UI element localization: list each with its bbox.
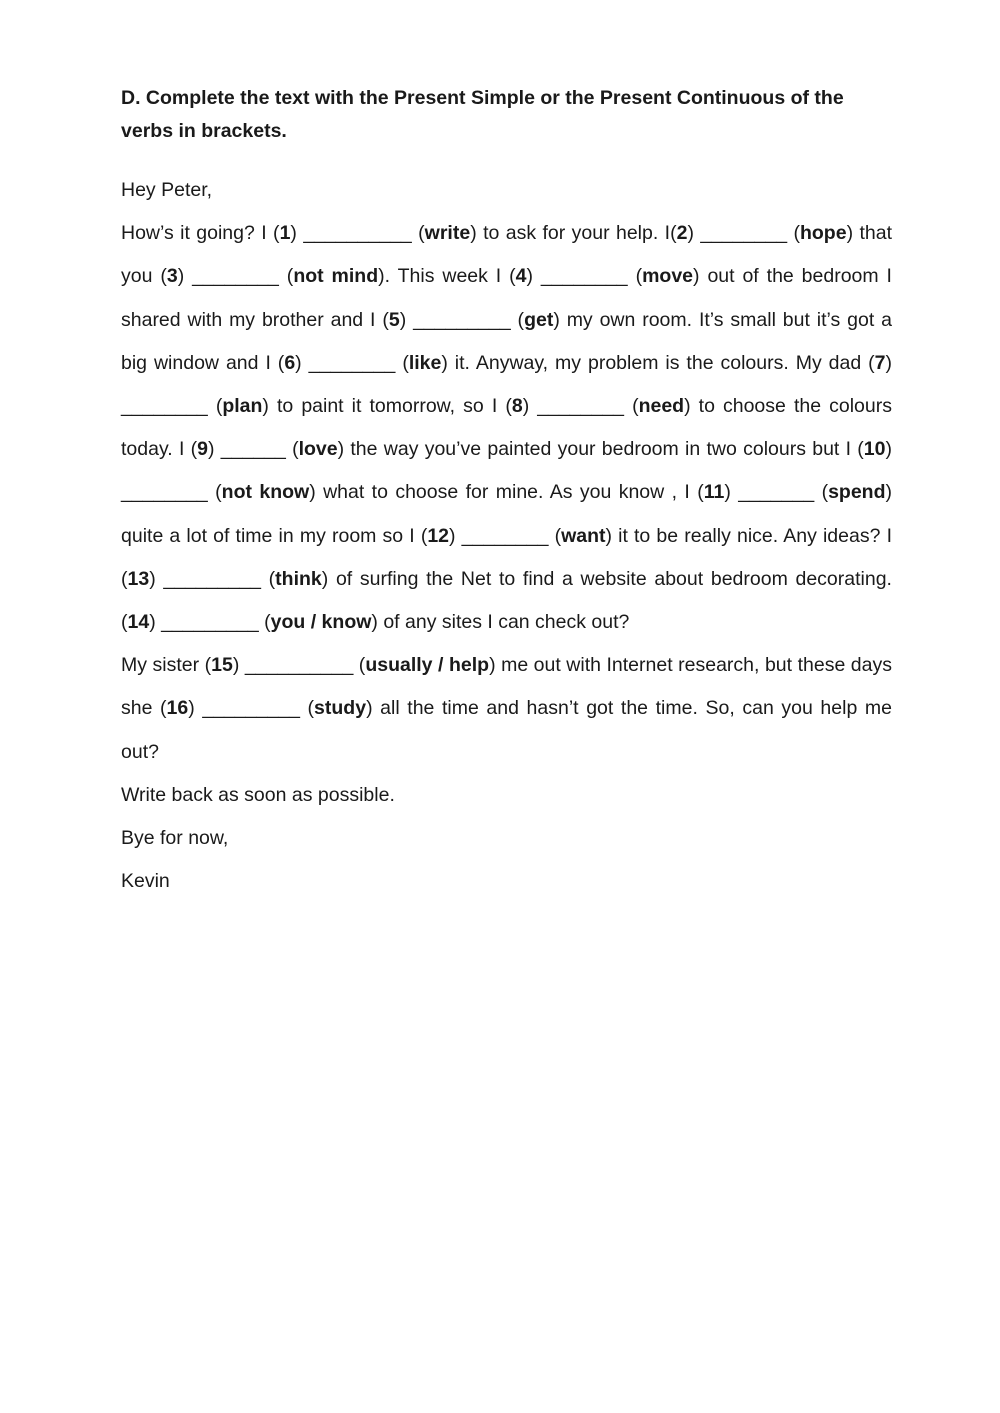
verb-prompt: not mind xyxy=(293,265,379,288)
text-run: ) to choose the colours today. I ( xyxy=(121,395,892,461)
text-run: ) ________ ( xyxy=(526,265,643,288)
text-run: ) it to be really nice. Any ideas? I ( xyxy=(121,524,892,590)
text-run: ) ________ ( xyxy=(295,351,409,374)
text-run: ) my own room. It’s small but it’s got a big window and I ( xyxy=(121,308,892,374)
gap-number: 9 xyxy=(197,438,208,461)
gap-number: 16 xyxy=(166,697,189,720)
letter-greeting: Hey Peter, xyxy=(121,179,213,201)
verb-prompt: study xyxy=(314,697,367,720)
text-run: ) of surfing the Net to find a website about bedroom decorating. ( xyxy=(121,567,892,634)
verb-prompt: write xyxy=(424,222,471,245)
text-run: ) _________ ( xyxy=(149,611,271,634)
text-run: How’s it going? I ( xyxy=(121,222,280,245)
gap-number: 13 xyxy=(127,567,150,590)
verb-prompt: not know xyxy=(221,481,310,504)
verb-prompt: usually / help xyxy=(365,654,490,677)
gap-number: 1 xyxy=(279,222,291,245)
text-run: ) ______ ( xyxy=(207,438,299,461)
verb-prompt: need xyxy=(638,395,685,418)
gap-number: 15 xyxy=(211,654,233,677)
gap-number: 2 xyxy=(676,222,688,245)
verb-prompt: you / know xyxy=(270,611,372,634)
text-run: ) the way you’ve painted your bedroom in two colours but I ( xyxy=(337,438,864,461)
verb-prompt: love xyxy=(298,438,338,461)
letter-signature: Kevin xyxy=(121,870,170,893)
verb-prompt: think xyxy=(275,567,322,590)
text-run: ) to paint it tomorrow, so I ( xyxy=(262,395,512,418)
text-run: ) quite a lot of time in my room so I ( xyxy=(121,481,892,547)
text-run: ) it. Anyway, my problem is the colours. My dad ( xyxy=(441,351,875,374)
text-run: ) that you ( xyxy=(121,222,892,288)
text-run: ) _______ ( xyxy=(724,481,829,504)
text-run: ). This week I ( xyxy=(378,265,516,288)
text-run: ) __________ ( xyxy=(290,222,425,245)
text-run: ) of any sites I can check out? xyxy=(371,611,630,634)
letter-body-paragraph-1 xyxy=(121,212,892,644)
gap-number: 7 xyxy=(874,351,886,374)
verb-prompt: hope xyxy=(799,222,847,245)
text-run: ) all the time and hasn’t got the time. So, can you help me out? xyxy=(121,697,892,763)
worksheet-page xyxy=(121,82,892,903)
text-run: ) to ask for your help. I( xyxy=(470,222,677,245)
text-run: ) what to choose for mine. As you know , I ( xyxy=(309,481,704,504)
text-run: ) __________ ( xyxy=(232,654,366,677)
gap-number: 11 xyxy=(703,481,725,504)
gap-number: 8 xyxy=(511,395,523,418)
text-run: ) ________ ( xyxy=(522,395,639,418)
text-run: ) ________ ( xyxy=(121,351,892,418)
gap-number: 14 xyxy=(127,611,150,634)
text-run: ) ________ ( xyxy=(121,438,892,504)
exercise-heading: D. Complete the text with the Present Simple or the Present Continuous of the verbs in brackets. xyxy=(121,87,844,142)
letter-body-paragraph-2 xyxy=(121,644,892,774)
verb-prompt: want xyxy=(561,524,606,547)
gap-number: 12 xyxy=(427,524,450,547)
gap-number: 4 xyxy=(515,265,527,288)
letter-signoff: Bye for now, xyxy=(121,827,229,850)
gap-number: 3 xyxy=(166,265,178,288)
verb-prompt: like xyxy=(408,351,442,374)
verb-prompt: get xyxy=(524,308,554,331)
text-run: ) ________ ( xyxy=(177,265,294,288)
verb-prompt: spend xyxy=(828,481,886,504)
text-run: ) _________ ( xyxy=(188,697,315,720)
gap-number: 6 xyxy=(284,351,296,374)
text-run: ) out of the bedroom I shared with my brother and I ( xyxy=(121,265,892,331)
text-run: ) ________ ( xyxy=(687,222,800,245)
text-run: ) _________ ( xyxy=(399,308,525,331)
text-run: ) _________ ( xyxy=(149,567,276,590)
verb-prompt: move xyxy=(642,265,694,288)
letter-closing-line: Write back as soon as possible. xyxy=(121,783,395,806)
text-run: ) me out with Internet research, but these days she ( xyxy=(121,654,892,720)
verb-prompt: plan xyxy=(222,395,263,418)
text-run: ) ________ ( xyxy=(449,524,562,547)
gap-number: 5 xyxy=(388,308,400,331)
text-run: My sister ( xyxy=(121,654,212,677)
gap-number: 10 xyxy=(863,438,886,461)
